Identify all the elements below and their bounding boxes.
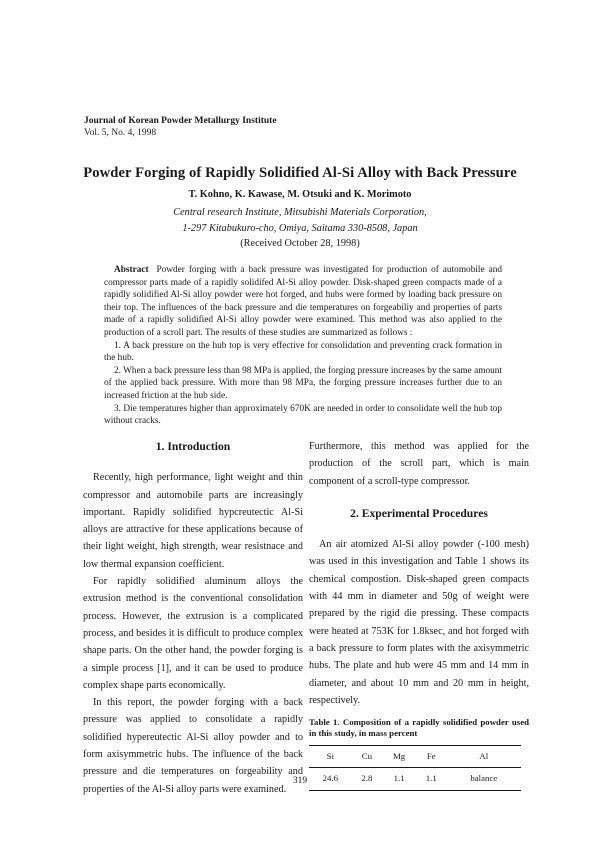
abstract-text: Powder forging with a back pressure was investigated for production of automobile and compressor parts made of a rapidly solidifed Al-Si alloy powder. Disk-shaped green compacts made of a rapidly solidified Al-Si alloy powder were hot forged, and hubs were formed by loading back pressure on their top. The influences of the back pressure and die temperatures on forgeabiliy and properties of parts made of a rapidly solidified Al-Si alloy powder were examined. This method was also applied to the production of a scroll part. The results of these studies are summarized as follows :	[104, 265, 502, 338]
page-number: 319	[292, 776, 308, 786]
experimental-paragraph-1: An air atomized Al-Si alloy powder (-100 mesh) was used in this investigation and Table 1 shows its chemical compostion. Disk-shaped green compacts with 44 mm in diameter and 50g of weight were prepared by the rigid die pressing. These compacts were heated at 753K for 1.8ksec, and hot forged with a back pressure to form plates with the axisymmetric hubs. The plate and hub were 45 mm and 14 mm in diameter, and about 10 mm and 20 mm in height, respectively.	[309, 539, 529, 706]
affiliation	[0, 205, 600, 237]
received-date: (Received October 28, 1998)	[240, 238, 360, 249]
paper-title: Powder Forging of Rapidly Solidified Al-Si Alloy with Back Pressure	[83, 165, 517, 181]
table-header-cell: Al	[479, 751, 489, 762]
table-cell: 1.1	[425, 773, 437, 784]
table-header-cell: Fe	[426, 751, 436, 762]
table-header-cell: Cu	[361, 751, 373, 762]
left-column	[83, 438, 303, 798]
right-column	[309, 438, 529, 791]
abstract-body	[104, 264, 502, 340]
table-header-cell: Mg	[392, 751, 406, 762]
journal-volume: Vol. 5, No. 4, 1998	[84, 128, 157, 138]
table-cell: 24.6	[322, 773, 339, 784]
table-header-cell: Si	[326, 751, 335, 762]
table-1-caption: Table 1. Composition of a rapidly solidified powder used in this study, in mass percent	[309, 717, 529, 739]
section-heading-experimental: 2. Experimental Procedures	[350, 506, 488, 520]
section-heading-introduction: 1. Introduction	[155, 440, 231, 453]
author-list: T. Kohno, K. Kawase, M. Otsuki and K. Morimoto	[188, 189, 412, 200]
intro-paragraph-1: Recently, high performance, light weight and thin compressor and automobile parts are increasingly important. Rapidly solidified hypcreutectic Al-Si alloys are attractive for these applications because of their light weight, high strength, wear resistnace and low thermal expansion coefficient.	[83, 472, 303, 570]
table-header-row	[309, 746, 521, 768]
abstract-label: Abstract	[114, 265, 149, 275]
journal-name: Journal of Korean Powder Metallurgy Institute	[84, 116, 277, 126]
abstract	[104, 264, 502, 428]
table-cell: balance	[470, 773, 498, 784]
table-cell: 1.1	[393, 773, 405, 784]
abstract-item-1: 1. A back pressure on the hub top is very effective for consolidation and preventing crack formation in the hub.	[104, 340, 502, 364]
affiliation-line-2: 1-297 Kitabukuro-cho, Omiya, Saitama 330-8508, Japan	[182, 223, 418, 234]
intro-paragraph-3: In this report, the powder forging with a back pressure was applied to consolidate a rapidly solidified hypereutectic Al-Si alloy powder and to form axisymmetric hubs. The influence of the back pressure and die temperatures on forgeability and properties of the Al-Si alloy parts were examined.	[83, 697, 303, 795]
intro-continuation: Furthermore, this method was applied for the production of the scroll part, which is main component of a scroll-type compressor.	[309, 441, 529, 487]
abstract-item-3: 3. Die temperatures higher than approximately 670K are needed in order to consolidate well the hub top without cracks.	[104, 403, 502, 427]
affiliation-line-1: Central research Institute, Mitsubishi Materials Corporation,	[173, 207, 427, 218]
table-cell: 2.8	[361, 773, 373, 784]
abstract-item-2: 2. When a back pressure less than 98 MPa is applied, the forging pressure increases by the same amount of the applied back pressure. With more than 98 MPa, the forging pressure increases further due to an increased friction at the hub side.	[104, 365, 502, 401]
journal-header	[84, 115, 277, 139]
intro-paragraph-2: For rapidly solidified aluminum alloys the extrusion method is the conventional consolidation process. However, the extrusion is a complicated process, and besides it is difficult to produce complex shape parts. On the other hand, the powder forging is a simple process [1], and it can be used to produce complex shape parts economically.	[83, 576, 303, 691]
